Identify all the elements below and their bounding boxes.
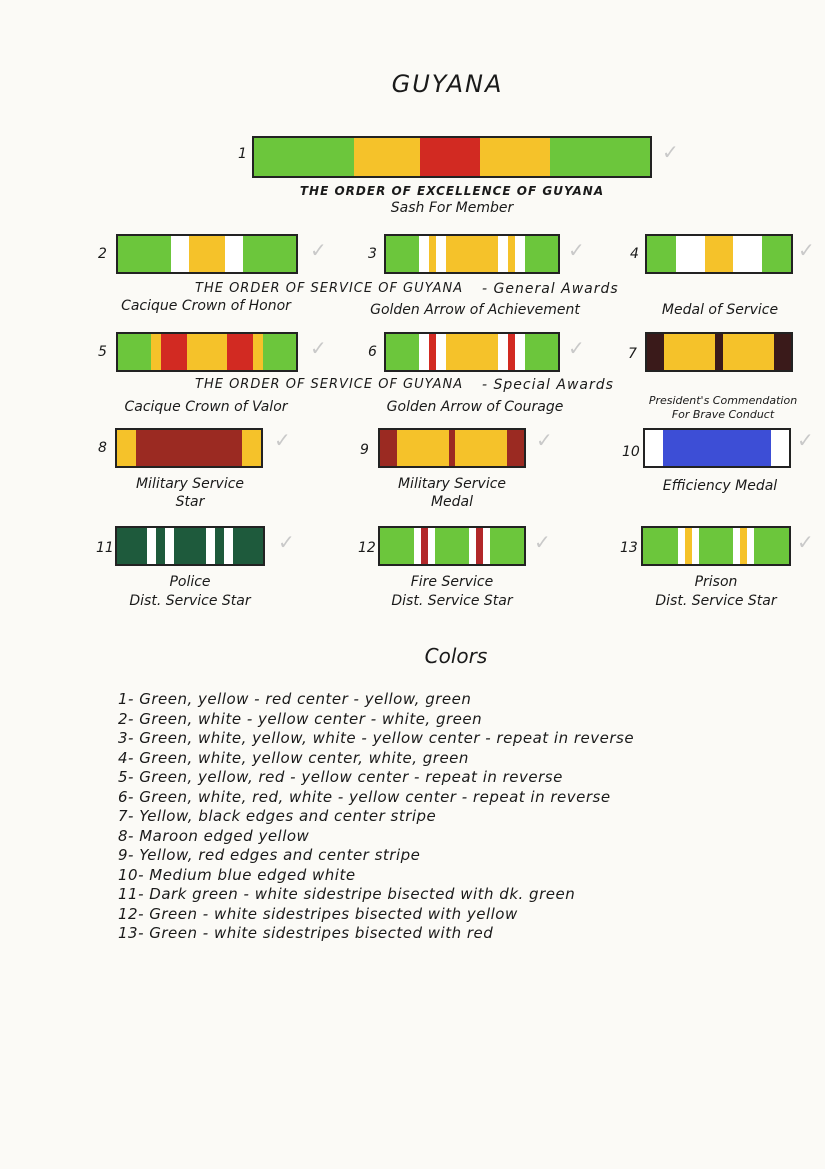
ribbon-stripe: [380, 430, 397, 466]
ribbon-stripe: [156, 528, 165, 564]
ribbon-number: 2: [98, 246, 107, 262]
legend-line: 2- Green, white - yellow center - white, green: [118, 709, 483, 728]
ribbon-cacique-crown-of-honor: [116, 234, 298, 274]
ribbon-presidents-commendation: [645, 332, 793, 372]
ribbon-stripe: [354, 138, 421, 176]
ribbon-stripe: [419, 236, 429, 272]
ribbon-stripe: [723, 334, 774, 370]
ribbon-stripe: [754, 528, 789, 564]
ribbon-stripe: [490, 528, 524, 564]
caption-presidents-commendation: President's Commendation: [648, 394, 798, 407]
ribbon-stripe: [664, 334, 715, 370]
check-icon: ✓: [310, 336, 327, 360]
caption-golden-arrow-of-courage: Golden Arrow of Courage: [386, 399, 564, 415]
ribbon-stripe: [386, 236, 419, 272]
section-excellence-title: THE ORDER OF EXCELLENCE OF GUYANA: [299, 184, 605, 198]
ribbon-stripe: [483, 528, 490, 564]
legend-line: 1- Green, yellow - red center - yellow, green: [118, 690, 472, 708]
ribbon-stripe: [647, 334, 664, 370]
section-special-awards-label: - Special Awards: [482, 377, 614, 393]
check-icon: ✓: [534, 530, 551, 554]
ribbon-stripe: [117, 528, 147, 564]
ribbon-stripe: [254, 138, 354, 176]
ribbon-stripe: [498, 236, 508, 272]
ribbon-stripe: [242, 430, 261, 466]
caption-golden-arrow-of-achievement: Golden Arrow of Achievement: [370, 302, 580, 318]
ribbon-number: 6: [368, 344, 377, 360]
ribbon-number: 13: [620, 540, 638, 556]
ribbon-stripe: [774, 334, 791, 370]
caption-military-service-star: Military Service: [135, 476, 245, 492]
ribbon-stripe: [643, 528, 678, 564]
ribbon-stripe: [678, 528, 685, 564]
ribbon-stripe: [480, 138, 550, 176]
section-special-awards-title: THE ORDER OF SERVICE OF GUYANA: [195, 377, 464, 392]
ribbon-stripe: [147, 528, 156, 564]
caption-police: Police: [169, 574, 211, 590]
ribbon-stripe: [663, 430, 771, 466]
ribbon-number: 7: [628, 346, 637, 362]
ribbon-number: 1: [238, 146, 247, 162]
caption-prison-2: Dist. Service Star: [655, 593, 777, 609]
legend-line: 12- Green - white sidestripes bisected with yellow: [118, 904, 518, 923]
ribbon-stripe: [692, 528, 699, 564]
ribbon-stripe: [525, 334, 558, 370]
legend-line: 6- Green, white, red, white - yellow center - repeat in reverse: [118, 787, 611, 806]
ribbon-stripe: [676, 236, 705, 272]
ribbon-medal-of-service: [645, 234, 793, 274]
ribbon-stripe: [428, 528, 435, 564]
ribbon-stripe: [733, 528, 740, 564]
legend-line: 5- Green, yellow, red - yellow center - repeat in reverse: [118, 768, 563, 786]
caption-prison: Prison: [694, 574, 738, 590]
caption-efficiency-medal: Efficiency Medal: [662, 478, 778, 494]
ribbon-stripe: [498, 334, 508, 370]
ribbon-stripe: [435, 528, 469, 564]
colors-heading: Colors: [424, 644, 488, 668]
ribbon-stripe: [705, 236, 734, 272]
ribbon-stripe: [446, 334, 499, 370]
ribbon-stripe: [508, 236, 515, 272]
ribbon-stripe: [740, 528, 747, 564]
ribbon-stripe: [215, 528, 224, 564]
check-icon: ✓: [310, 238, 327, 262]
caption-fire-service: Fire Service: [410, 574, 494, 590]
check-icon: ✓: [536, 428, 553, 452]
ribbon-stripe: [699, 528, 734, 564]
page-title: GUYANA: [391, 70, 504, 98]
ribbon-stripe: [386, 334, 419, 370]
ribbon-stripe: [165, 528, 174, 564]
ribbon-stripe: [397, 430, 448, 466]
ribbon-stripe: [715, 334, 723, 370]
ribbon-number: 12: [358, 540, 376, 556]
ribbon-stripe: [118, 236, 171, 272]
legend-line: 4- Green, white, yellow center, white, green: [118, 748, 469, 767]
check-icon: ✓: [662, 140, 679, 164]
ribbon-stripe: [117, 430, 136, 466]
ribbon-stripe: [171, 236, 189, 272]
check-icon: ✓: [797, 530, 814, 554]
ribbon-number: 3: [368, 246, 377, 262]
ribbon-stripe: [174, 528, 207, 564]
ribbon-stripe: [429, 334, 436, 370]
ribbon-stripe: [476, 528, 483, 564]
ribbon-stripe: [118, 334, 151, 370]
caption-fire-service-2: Dist. Service Star: [391, 593, 513, 609]
ribbon-stripe: [550, 138, 650, 176]
ribbon-stripe: [263, 334, 296, 370]
check-icon: ✓: [797, 428, 814, 452]
ribbon-stripe: [206, 528, 215, 564]
caption-cacique-crown-of-valor: Cacique Crown of Valor: [124, 399, 288, 415]
caption-military-service-star-2: Star: [175, 494, 205, 510]
legend-line: 3- Green, white, yellow, white - yellow center - repeat in reverse: [118, 729, 635, 747]
ribbon-police-dist-service-star: [115, 526, 265, 566]
ribbon-military-service-star: [115, 428, 263, 468]
ribbon-stripe: [515, 334, 525, 370]
ribbon-stripe: [189, 236, 225, 272]
ribbon-stripe: [747, 528, 754, 564]
legend-line: 8- Maroon edged yellow: [118, 826, 310, 845]
ribbon-number: 9: [360, 442, 369, 458]
caption-military-service-medal-2: Medal: [430, 494, 474, 510]
caption-medal-of-service: Medal of Service: [661, 302, 779, 318]
ribbon-stripe: [771, 430, 789, 466]
ribbon-stripe: [224, 528, 233, 564]
ribbon-stripe: [161, 334, 187, 370]
ribbon-stripe: [233, 528, 263, 564]
ribbon-stripe: [151, 334, 161, 370]
ribbon-stripe: [436, 236, 446, 272]
ribbon-stripe: [243, 236, 296, 272]
check-icon: ✓: [568, 336, 585, 360]
ribbon-military-service-medal: [378, 428, 526, 468]
ribbon-prison-dist-service-star: [641, 526, 791, 566]
ribbon-stripe: [507, 430, 524, 466]
check-icon: ✓: [798, 238, 815, 262]
ribbon-golden-arrow-of-achievement: [384, 234, 560, 274]
ribbon-number: 11: [96, 540, 114, 556]
section-excellence-subtitle: Sash For Member: [390, 200, 514, 216]
ribbon-golden-arrow-of-courage: [384, 332, 560, 372]
check-icon: ✓: [568, 238, 585, 262]
ribbon-stripe: [515, 236, 525, 272]
legend-line: 7- Yellow, black edges and center stripe: [118, 807, 437, 825]
ribbon-fire-service-dist-service-star: [378, 526, 526, 566]
legend-line: 10- Medium blue edged white: [118, 865, 356, 884]
ribbon-number: 5: [98, 344, 107, 360]
ribbon-stripe: [525, 236, 558, 272]
ribbon-stripe: [421, 528, 428, 564]
ribbon-stripe: [436, 334, 446, 370]
ribbon-stripe: [446, 236, 499, 272]
section-general-awards-label: - General Awards: [482, 281, 619, 297]
ribbon-number: 4: [630, 246, 639, 262]
check-icon: ✓: [274, 428, 291, 452]
ribbon-number: 8: [98, 440, 107, 456]
caption-police-2: Dist. Service Star: [129, 593, 251, 609]
ribbon-stripe: [420, 138, 480, 176]
ribbon-stripe: [685, 528, 692, 564]
legend-line: 11- Dark green - white sidestripe bisected with dk. green: [118, 885, 576, 903]
ribbon-stripe: [469, 528, 476, 564]
ribbon-stripe: [429, 236, 436, 272]
ribbon-stripe: [733, 236, 762, 272]
ribbon-stripe: [225, 236, 243, 272]
ribbon-stripe: [253, 334, 263, 370]
ribbon-order-of-excellence: [252, 136, 652, 178]
legend-line: 9- Yellow, red edges and center stripe: [118, 846, 421, 864]
ribbon-stripe: [419, 334, 429, 370]
ribbon-stripe: [136, 430, 242, 466]
check-icon: ✓: [278, 530, 295, 554]
ribbon-stripe: [414, 528, 421, 564]
ribbon-stripe: [508, 334, 515, 370]
ribbon-stripe: [449, 430, 456, 466]
legend-line: 13- Green - white sidestripes bisected with red: [118, 924, 494, 942]
ribbon-stripe: [187, 334, 226, 370]
ribbon-cacique-crown-of-valor: [116, 332, 298, 372]
ribbon-stripe: [647, 236, 676, 272]
ribbon-stripe: [762, 236, 791, 272]
ribbon-stripe: [645, 430, 663, 466]
caption-cacique-crown-of-honor: Cacique Crown of Honor: [121, 298, 291, 314]
caption-for-brave-conduct: For Brave Conduct: [671, 408, 775, 421]
ribbon-stripe: [227, 334, 253, 370]
caption-military-service-medal: Military Service: [397, 476, 507, 492]
ribbon-efficiency-medal: [643, 428, 791, 468]
ribbon-stripe: [455, 430, 506, 466]
ribbon-number: 10: [622, 444, 640, 460]
ribbon-stripe: [380, 528, 414, 564]
section-general-awards-title: THE ORDER OF SERVICE OF GUYANA: [195, 281, 464, 296]
colors-legend: [118, 690, 634, 944]
